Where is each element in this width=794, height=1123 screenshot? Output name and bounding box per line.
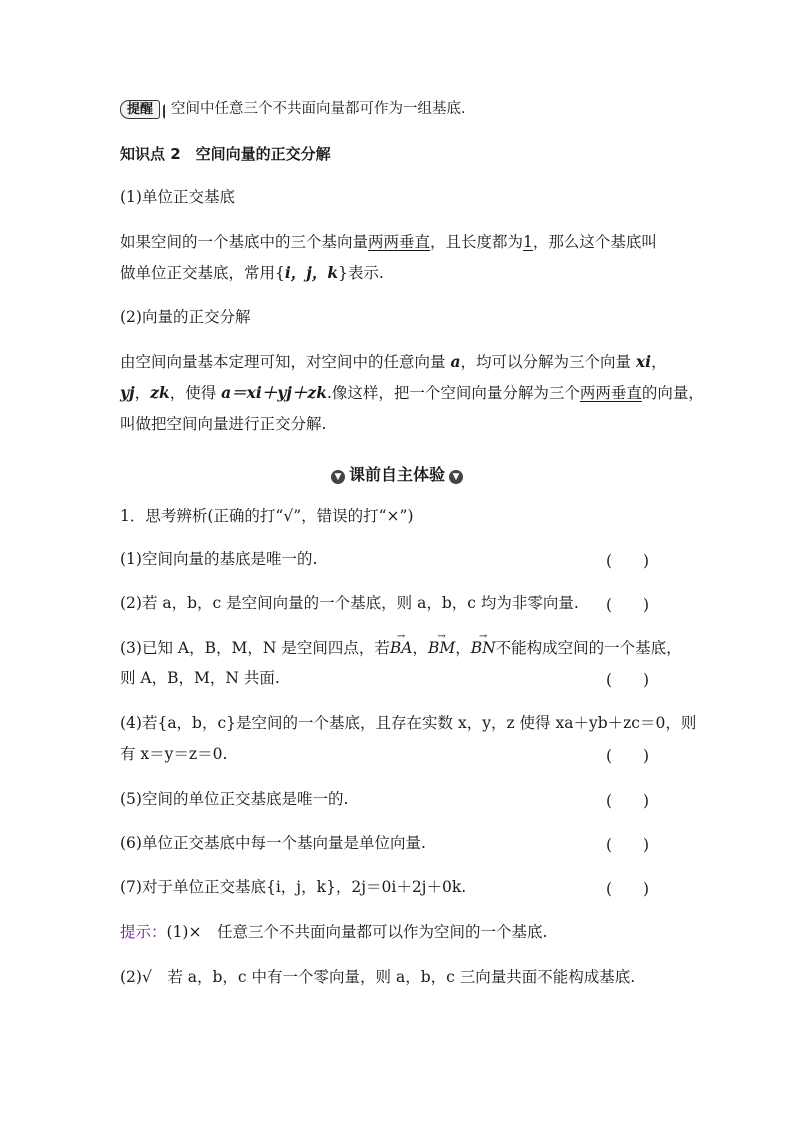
hint-label: 提示： <box>120 923 167 941</box>
answer-paren: ( ) <box>606 596 650 614</box>
hint-text: (1)× 任意三个不共面向量都可以作为空间的一个基底. <box>166 923 548 941</box>
text: (3)已知 A，B，M，N 是空间四点，若 <box>120 639 390 657</box>
reminder-text: 空间中任意三个不共面向量都可作为一组基底. <box>170 101 466 117</box>
text: 不能构成空间的一个基底， <box>495 639 682 657</box>
statement-4: (4)若{a，b，c}是空间的一个基底，且存在实数 x，y，z 使得 xa＋yb＋zc＝0，则 <box>120 714 697 732</box>
statement-6: (6)单位正交基底中每一个基向量是单位向量. <box>120 834 426 852</box>
statement-4-cont: 有 x＝y＝z＝0. <box>120 745 228 763</box>
math-equation: a＝xi＋yj＋zk <box>221 383 327 402</box>
vector-ba: → BA <box>390 638 413 658</box>
answer-paren: ( ) <box>606 880 650 898</box>
text: ， <box>134 384 151 402</box>
text: ，均可以分解为三个向量 <box>460 353 636 371</box>
text: ，且长度都为 <box>430 233 524 251</box>
paragraph-line <box>120 232 657 252</box>
math-vars: i，j，k <box>284 263 339 282</box>
statement-3-cont: 则 A，B，M，N 共面. <box>120 669 280 687</box>
answer-paren: ( ) <box>606 552 650 570</box>
statement-2: (2)若 a，b，c 是空间向量的一个基底，则 a，b，c 均为非零向量. <box>120 594 579 612</box>
question-1: 1．思考辨析(正确的打“√”，错误的打“×”) <box>120 507 414 525</box>
text: 的向量， <box>641 384 704 402</box>
math-var: a <box>450 352 461 371</box>
reminder-line <box>120 98 466 119</box>
text: .像这样，把一个空间向量分解为三个 <box>326 384 580 402</box>
paragraph-line: 叫做把空间向量进行正交分解. <box>120 415 327 433</box>
vector-bn: → BN <box>471 638 496 658</box>
paragraph-line <box>120 263 384 283</box>
statement-7: (7)对于单位正交基底{i，j，k}，2j＝0i＋2j＋0k. <box>120 878 467 896</box>
statement-5: (5)空间的单位正交基底是唯一的. <box>120 790 349 808</box>
math-var: yj <box>120 383 135 402</box>
statement-1: (1)空间向量的基底是唯一的. <box>120 550 318 568</box>
text: }表示. <box>338 264 384 282</box>
text: 如果空间的一个基底中的三个基向量 <box>120 233 369 251</box>
underlined-text: 1 <box>523 233 533 251</box>
vector-bm: → BM <box>428 638 455 658</box>
practice-heading-text: 课前自主体验 <box>348 465 445 484</box>
section-title: 知识点 2 空间向量的正交分解 <box>120 145 331 163</box>
subheading-1: (1)单位正交基底 <box>120 188 235 206</box>
answer-paren: ( ) <box>606 747 650 765</box>
answer-paren: ( ) <box>606 836 650 854</box>
underlined-text: 两两垂直 <box>579 384 642 402</box>
statement-3: (3)已知 A，B，M，N 是空间四点，若→ BA，→ BM，→ BN不能构成空间的一个基底， <box>120 638 682 658</box>
paragraph-line <box>120 352 667 372</box>
text: ，那么这个基底叫 <box>532 233 657 251</box>
reminder-badge: 提醒 <box>120 100 160 119</box>
subheading-2: (2)向量的正交分解 <box>120 308 251 326</box>
answer-paren: ( ) <box>606 792 650 810</box>
text: ，使得 <box>169 384 222 402</box>
chevron-down-icon: ▼ <box>449 470 463 484</box>
answer-paren: ( ) <box>606 671 650 689</box>
hint-line <box>120 922 547 942</box>
hint-line-2: (2)√ 若 a，b，c 中有一个零向量，则 a，b，c 三向量共面不能构成基底. <box>120 968 636 986</box>
text: 做单位正交基底，常用{ <box>120 264 285 282</box>
underlined-text: 两两垂直 <box>368 233 431 251</box>
text: ， <box>651 353 667 371</box>
text: 由空间向量基本定理可知，对空间中的任意向量 <box>120 353 451 371</box>
paragraph-line <box>120 383 704 403</box>
practice-heading <box>0 462 794 485</box>
chevron-down-icon: ▼ <box>331 470 345 484</box>
math-var: xi <box>635 352 652 371</box>
math-var: zk <box>150 383 170 402</box>
